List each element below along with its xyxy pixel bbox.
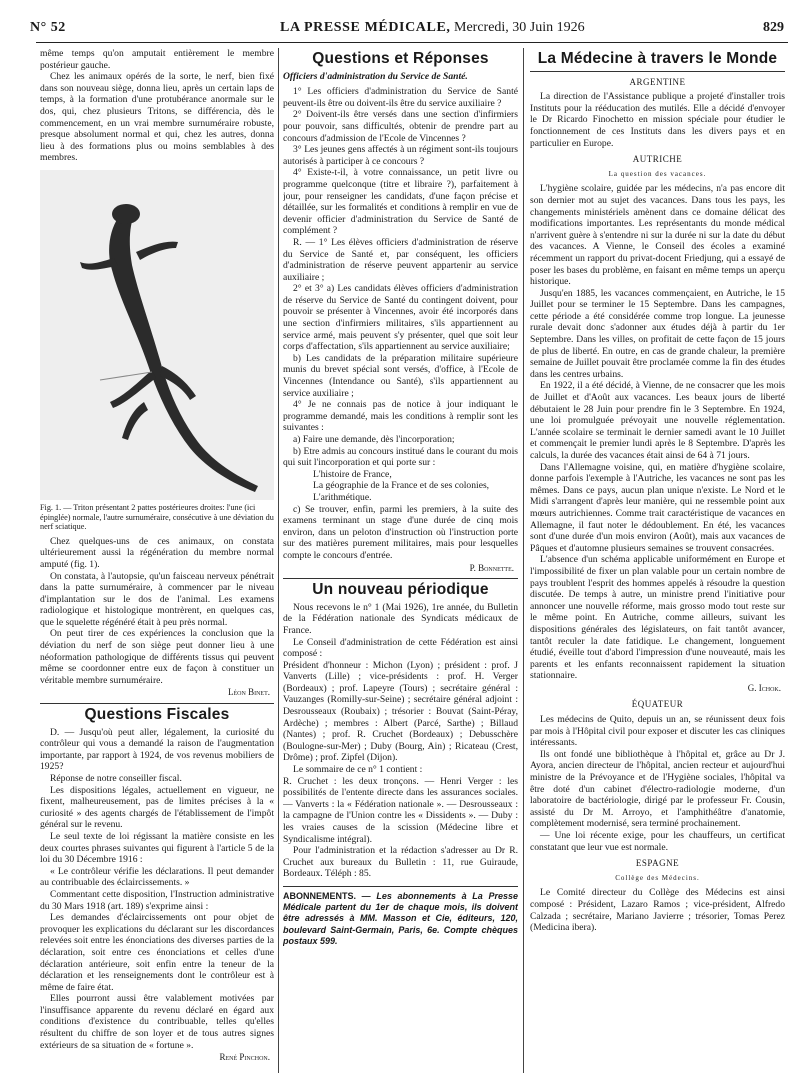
- paragraph: Nous recevons le n° 1 (Mai 1926), 1re année, du Bulletin de la Fédération nationale des Syndicats médicaux de France.: [283, 601, 518, 636]
- paragraph: 4° Existe-t-il, à votre connaissance, un petit livre ou programme quelconque (titre et libraire ?), parfaitement à jour, pour renseigner les candidats, d'une façon précise et détaillée, sur les formalités et conditions à remplir en vue de devenir officier d'administration du Service de Santé de complément ?: [283, 167, 518, 237]
- question-subject: Officiers d'administration du Service de Santé.: [283, 70, 468, 82]
- column-3: [530, 48, 785, 1078]
- subscriptions-label: ABONNEMENTS.: [283, 890, 357, 901]
- issue-date: Mercredi, 30 Juin 1926: [454, 20, 585, 35]
- column-divider-2: [523, 48, 524, 1073]
- paragraph: a) Faire une demande, dès l'incorporation;: [293, 434, 455, 445]
- paragraph: — Une loi récente exige, pour les chauffeurs, un certificat constatant que leur vue est normale.: [530, 830, 785, 853]
- journal-title: [280, 20, 585, 36]
- paragraph: La géographie de la France et de ses colonies,: [313, 480, 490, 492]
- paragraph: L'histoire de France,: [313, 468, 392, 480]
- section-rule: [40, 703, 274, 704]
- paragraph: 1° Les officiers d'administration du Service de Santé peuvent-ils être ou doivent-ils être du service auxiliaire ?: [283, 86, 518, 109]
- paragraph: Président d'honneur : Michon (Lyon) ; président : prof. J Vanverts (Lille) ; vice-présidents : prof. H. Verger (Bordeaux) ; prof. Lapeyre (Tours) ; secrétaire général : Vauzanges (Romilly-sur-Seine) ; secrétaire général adjoint : Desrousseaux (Roubaix) ; trésorier : Bouvat (Saint-Péray, Ardèche) ; membres : Albert (Parcé, Sarthe) ; Billaud (Nantes) ; prof. R. Cruchet (Bordeaux) ; Debusschère (Boulogne-sur-Mer) ; Duby (Bourg, Ain) ; Ricateau (Crest, Drôme) ; prof. Zipfel (Dijon).: [283, 659, 518, 764]
- paragraph: Réponse de notre conseiller fiscal.: [50, 773, 182, 784]
- paragraph: Jusqu'en 1885, les vacances commençaient, en Autriche, le 15 Juillet pour se terminer le 15 Septembre. Dans les campagnes, cette période a été considérée comme trop longue. La jeunesse rurale devait donc s'adonner aux études déjà à partir du 1er Septembre. Dans les villes, on profitait de cette façon de 15 jours de plus de liberté. En outre, en cas de grande chaleur, la première semaine de Juillet pouvait être proclamée comme la fin des études dans les centres urbains.: [530, 287, 785, 380]
- paragraph: Commentant cette disposition, l'Instruction administrative du 30 Mars 1918 (art. 189) s'exprime ainsi :: [40, 888, 274, 912]
- paragraph: Chez quelques-uns de ces animaux, on constata ultérieurement aussi la régénération du membre normal amputé (fig. 1).: [40, 535, 274, 570]
- paragraph: Le sommaire de ce n° 1 contient :: [293, 764, 423, 776]
- signature: G. Ichok.: [747, 682, 781, 693]
- paragraph: 2° et 3° a) Les candidats élèves officiers d'administration de réserve du Service de Santé du contingent doivent, pour pouvoir se présenter à Vincennes, avoir été incorporés dans une section d'infirmiers militaires, s'ils appartiennent au service armé, mais peuvent s'y présenter, quel que soit leur corps d'affectation, s'ils appartiennent au service auxiliaire;: [283, 283, 518, 353]
- journal-name: LA PRESSE MÉDICALE,: [280, 20, 451, 35]
- paragraph: « Le contrôleur vérifie les déclarations. Il peut demander au contribuable des éclaircissements. »: [40, 865, 274, 889]
- paragraph: R. — 1° Les élèves officiers d'administration de réserve du Service de Santé et, par conséquent, les officiers d'administration de réserve peuvent appartenir au service auxiliaire ;: [283, 236, 518, 283]
- paragraph: Ils ont fondé une bibliothèque à l'hôpital et, grâce au Dr J. Ayora, ancien directeur de l'hôpital, ancien recteur et aujourd'hui ministre de la Prévoyance et de l'Hygiène sociales, l'hôpital va être doté d'un cabinet d'électro-radiologie moderne, d'un laboratoire de bactériologie, dirigé par le professeur Fr. Cousin, assisté du Dr M. Arroyo, et l'amphithéâtre d'anatomie, complètement modernisé, sera terminé prochainement.: [530, 748, 785, 830]
- paragraph: 4° Je ne connais pas de notice à jour indiquant le programme demandé, mais les conditions à remplir sont les suivantes :: [283, 399, 518, 434]
- paragraph: Elles pourront aussi être valablement motivées par l'insuffisance apparente du revenu déclaré en égard aux conditions d'existence du contribuable, telles qu'elles résultent du chiffre de son loyer et de tous autres signes extérieurs de sa situation de « fortune ».: [40, 993, 274, 1051]
- paragraph: L'arithmétique.: [313, 491, 372, 503]
- paragraph: 3° Les jeunes gens affectés à un régiment sont-ils toujours autorisés à participer à ce concours ?: [283, 144, 518, 167]
- topic-heading: La question des vacances.: [608, 169, 707, 178]
- subscriptions-notice: [283, 891, 518, 947]
- paragraph: b) Les candidats de la préparation militaire supérieure munis du brevet spécial sont versés, d'office, à l'Ecole de Vincennes (Intendance ou Santé), s'ils appartiennent au service auxiliaire ;: [283, 352, 518, 399]
- paragraph: L'absence d'un schéma applicable uniformément en Europe et l'impossibilité de fixer un plan valable pour un certain nombre de pays troublent l'esprit des hommes appelés à résoudre la question discutée. De temps à autre, un ministre prend l'initiative pour annoncer une nouvelle réforme, mais grosso modo tout reste sur le même point. En Autriche, comme ailleurs, suivant les dispositions générales des législateurs, on fait tantôt avancer, tantôt reculer la date fatidique. Le changement, longuement étudié, éveille tout d'abord l'impression d'une nouveauté, mais les parents et les enfants reconnaissent rapidement la situation stationnaire.: [530, 554, 785, 682]
- paragraph: Le Comité directeur du Collège des Médecins est ainsi composé : Président, Lazaro Ramos ; vice-président, Alfredo Calzada ; secrétaire, Mariano Javierre ; trésorier, Tomas Perez (Medicina ibera).: [530, 887, 785, 934]
- paragraph: D. — Jusqu'où peut aller, légalement, la curiosité du contrôleur qui vous a demandé la raison de l'augmentation importante, par rapport à 1924, de vos revenus mobiliers de 1925?: [40, 726, 274, 773]
- topic-heading: Collège des Médecins.: [615, 873, 700, 882]
- subscriptions-text: — Les abonnements à La Presse Médicale partent du 1er de chaque mois, ils doivent être adressés à MM. Masson et Cie, éditeurs, 120, boulevard Saint-Germain, Paris, 6e. Compte chèques postaux 599.: [283, 890, 518, 946]
- section-title-fiscal: Questions Fiscales: [84, 706, 230, 724]
- country-heading: AUTRICHE: [632, 154, 683, 165]
- paragraph: R. Cruchet : les deux tronçons. — Henri Verger : les possibilités de l'entente directe dans les assurances sociales. — Vanverts : la « Fédération nationale ». — Desrousseaux : la campagne de l'Union contre les « Dissidents ». — Duby : les vraies causes de la scission (Médecine libre et Syndicalisme intégral).: [283, 775, 518, 845]
- country-heading: ESPAGNE: [635, 858, 680, 869]
- paragraph: même temps qu'on amputait entièrement le membre postérieur gauche.: [40, 48, 274, 71]
- paragraph: Les médecins de Quito, depuis un an, se réunissent deux fois par mois à l'Hôpital civil pour exposer et discuter les cas cliniques intéressants.: [530, 714, 785, 749]
- paragraph: Les demandes d'éclaircissements ont pour objet de provoquer les explications du déclarant sur les discordances relevées soit entre les énonciations des diverses parties de la déclaration, soit entre ces énonciations et celles d'une déclaration antérieure, soit enfin entre la teneur de la déclaration et les renseignements dont le contrôleur est à même de faire état.: [40, 912, 274, 993]
- page-header: [20, 18, 784, 40]
- paragraph: La direction de l'Assistance publique a projeté d'installer trois Instituts pour la rééducation des mutilés. Elle a décidé d'envoyer le Dr Ricardo Finochetto en mission spéciale pour étudier le fonctionnement de ces Instituts dans les divers pays et en particulier en Europe.: [530, 91, 785, 149]
- paragraph: Les dispositions légales, actuellement en vigueur, ne fixent, malheureusement, pas de limites précises à la « curiosité » des agents chargés de l'établissement de l'impôt général sur le revenu.: [40, 784, 274, 831]
- paragraph: On peut tirer de ces expériences la conclusion que la déviation du nerf de son siège peut donner lieu à une néoformation pathologique de différents tissus qui peuvent même se coordonner entre eux de façon à constituer un véritable membre surnuméraire.: [40, 628, 274, 686]
- paragraph: Le seul texte de loi régissant la matière consiste en les deux courtes phrases suivantes qui figurent à l'article 5 de la loi du 30 Décembre 1916 :: [40, 830, 274, 866]
- paragraph: Chez les animaux opérés de la sorte, le nerf, bien fixé dans son nouveau siège, donna lieu, après un certain laps de temps, à la formation d'une protubérance anormale sur le dos, qui, chez plusieurs Tritons, se différencia, dès le commencement, en un vrai membre surnuméraire robuste, presque absolument normal et qui, chez les autres, donna lieu à des formations plus ou moins semblables à des membres.: [40, 71, 274, 164]
- paragraph: 2° Doivent-ils être versés dans une section d'infirmiers pour pouvoir, sans difficultés, obtenir de prendre part au concours d'admission de l'Ecole de Vincennes ?: [283, 109, 518, 144]
- signature: René Pinchon.: [219, 1052, 270, 1063]
- figure-caption: Fig. 1. — Triton présentant 2 pattes postérieures droites: l'une (ici épinglée) normale, l'autre surnuméraire, consécutive à une déviation du nerf sciatique.: [40, 502, 274, 532]
- triton-head: [112, 204, 140, 224]
- paragraph: c) Se trouver, enfin, parmi les premiers, à la suite des examens terminant un stage d'une durée de cinq mois environ, dans un peloton d'instruction où l'instruction porte sur des matières purement militaires, mais pour lesquelles compte le concours d'entrée.: [283, 503, 518, 561]
- section-rule: [530, 71, 785, 72]
- page-number: 829: [763, 20, 784, 35]
- paragraph: Pour l'administration et la rédaction s'adresser au Dr R. Cruchet aux bureaux du Bulletin : 11, rue Guiraude, Bordeaux. Téléph : 85.: [283, 845, 518, 880]
- section-rule: [283, 886, 518, 887]
- triton-photo: [40, 170, 274, 500]
- paragraph: b) Etre admis au concours institué dans le courant du mois qui suit l'incorporation et qui porte sur :: [283, 445, 518, 469]
- section-rule: [283, 578, 518, 579]
- section-title-questions: Questions et Réponses: [312, 50, 489, 67]
- paragraph: On constata, à l'autopsie, qu'un faisceau nerveux pénétrait dans la patte surnuméraire, à commencer par le niveau d'implantation sur le dos de l'animal. Les examens radiologique et histologique montrèrent, en quelques cas, que le squelette régénéré était à peu près normal.: [40, 570, 274, 628]
- country-heading: ÉQUATEUR: [631, 699, 684, 710]
- paragraph: Dans l'Allemagne voisine, qui, en matière d'hygiène scolaire, donne parfois l'exemple à l'Autriche, les vacances ne sont pas les mêmes. Dans ce pays, aucun plan unique n'existe. Le Nord et le Midi s'arrangent d'après leur manière, qui ne ressemble point aux mœurs autrichiennes. Comme trait caractéristique de vacances en Allemagne, il faut noter le dédoublement. En été, les vacances sont d'une durée d'un mois environ (Août), mais aux vacances de Pâques et d'automne plusieurs semaines se trouvent consacrées.: [530, 461, 785, 554]
- triton-figure: [40, 170, 274, 500]
- signature: Léon Binet.: [228, 687, 270, 698]
- paragraph: L'hygiène scolaire, guidée par les médecins, n'a pas encore dit son dernier mot au sujet des vacances. Dans tous les pays, les changements ministériels amènent dans ce domaine délicat des modifications importantes. Les représentants du monde médical n'arrivent guère à s'entendre ni sur la durée ni sur la date du début des vacances. A Vienne, le Conseil des écoles a examiné récemment un rapport du privat-docent Friedjung, qui a essayé de poser les bases du problème, en faisant en même temps un aperçu historique.: [530, 183, 785, 288]
- country-heading: ARGENTINE: [629, 76, 686, 87]
- column-1: [40, 48, 274, 1078]
- paragraph: En 1922, il a été décidé, à Vienne, de ne consacrer que les mois de Juillet et d'Août aux vacances. Les beaux jours de liberté débutaient le 28 Juin pour prendre fin le 3 Septembre. En 1924, une loi promulguée prévoyait une nouvelle réglementation. L'année scolaire se terminait le dernier samedi avant le 10 Juillet et commençait le premier lundi après le 8 Septembre. D'après les calculs, la durée des vacances était ainsi de 64 à 71 jours.: [530, 380, 785, 461]
- column-2: [283, 48, 518, 1078]
- paragraph: Le Conseil d'administration de cette Fédération est ainsi composé :: [283, 636, 518, 660]
- signature: P. Bonnette.: [469, 562, 514, 573]
- issue-number: N° 52: [30, 20, 66, 35]
- header-rule: [36, 42, 788, 43]
- section-title-monde: La Médecine à travers le Monde: [537, 50, 778, 67]
- section-title-periodique: Un nouveau périodique: [312, 581, 489, 599]
- column-divider-1: [278, 48, 279, 1073]
